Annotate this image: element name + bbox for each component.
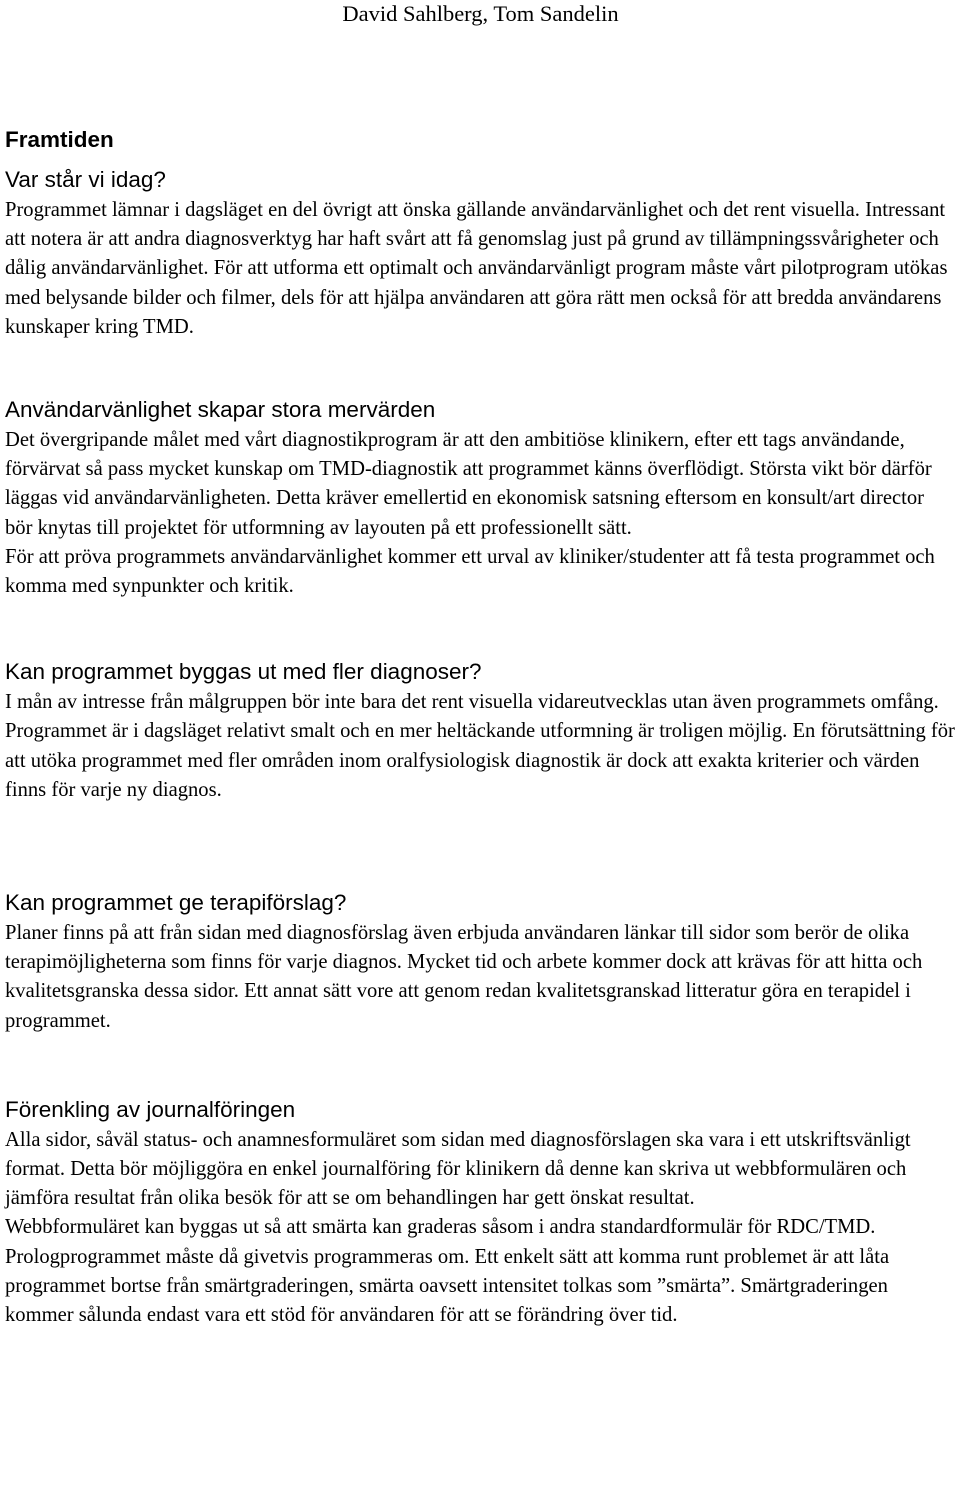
section-paragraph: Alla sidor, såväl status- och anamnesformuläret som sidan med diagnosförslagen ska vara i ett utskriftsvänligt format. Detta bör möjliggöra en enkel journalföring för klinikern då denne kan skriva ut webbformulären och jämföra resultat från olika besök för att se om behandlingen har gett önskat resultat. [5,1128,911,1210]
section-fler-diagnoser [5,658,956,805]
section-heading: Kan programmet byggas ut med fler diagnoser? [5,659,482,685]
section-paragraph: Programmet lämnar i dagsläget en del övrigt att önska gällande användarvänlighet och det rent visuella. Intressant att notera är att andra diagnosverktyg har haft svårt att få genomslag just på grund av tillämpningssvårigheter och dålig användarvänlighet. För att utforma ett optimalt och användarvänligt program måste vårt pilotprogram utökas med belysande bilder och filmer, dels för att hjälpa användaren att göra rätt men också för att bredda användarens kunskaper kring TMD. [5,199,948,338]
section-paragraph: Webbformuläret kan byggas ut så att smärta kan graderas såsom i andra standardformulär för RDC/TMD. Prologprogrammet måste då givetvis programmeras om. Ett enkelt sätt att komma runt problemet är att låta programmet bortse från smärtgraderingen, smärta oavsett intensitet tolkas som ”smärta”. Smärtgraderingen kommer sålunda endast vara ett stöd för användaren för att se förändring över tid. [5,1216,890,1327]
section-heading: Kan programmet ge terapiförslag? [5,890,347,916]
section-var-star-vi-idag [5,166,956,342]
section-heading: Förenkling av journalföringen [5,1096,296,1122]
section-paragraph: Planer finns på att från sidan med diagnosförslag även erbjuda användaren länkar till sidor som berör de olika terapimöjligheterna som finns för varje diagnos. Mycket tid och arbete kommer dock att krävas för att hitta och kvalitetsgranska dessa sidor. Ett annat sätt vore att genom redan kvalitetsgranskad litteratur göra en terapidel i programmet. [5,922,923,1032]
section-paragraph: I mån av intresse från målgruppen bör inte bara det rent visuella vidareutvecklas utan även programmets omfång. Programmet är i dagsläget relativt smalt och en mer heltäckande utformning är troligen möjlig. En förutsättning för att utöka programmet med fler områden inom oralfysiologisk diagnostik är dock att exakta kriterier och värden finns för varje ny diagnos. [5,691,955,801]
section-anvandarvanlighet [5,396,956,601]
section-paragraph: För att pröva programmets användarvänlighet kommer ett urval av kliniker/studenter att få testa programmet och komma med synpunkter och kritik. [5,545,935,598]
running-header-authors: David Sahlberg, Tom Sandelin [342,1,619,26]
document-title: Framtiden [5,127,114,152]
section-terapiforslag [5,889,956,1036]
section-heading: Var står vi idag? [5,167,166,192]
section-heading: Användarvänlighet skapar stora mervärden [5,397,436,423]
section-journalforing [5,1096,956,1330]
section-paragraph: Det övergripande målet med vårt diagnostikprogram är att den ambitiöse klinikern, efter ett tags användande, förvärvat så pass mycket kunskap om TMD-diagnostik att programmet känns överflödigt. Största vikt bör därför läggas vid användarvänligheten. Detta kräver emellertid en ekonomisk satsning eftersom en konsult/art director bör knytas till projektet för utformning av layouten på ett professionellt sätt. [5,429,932,539]
